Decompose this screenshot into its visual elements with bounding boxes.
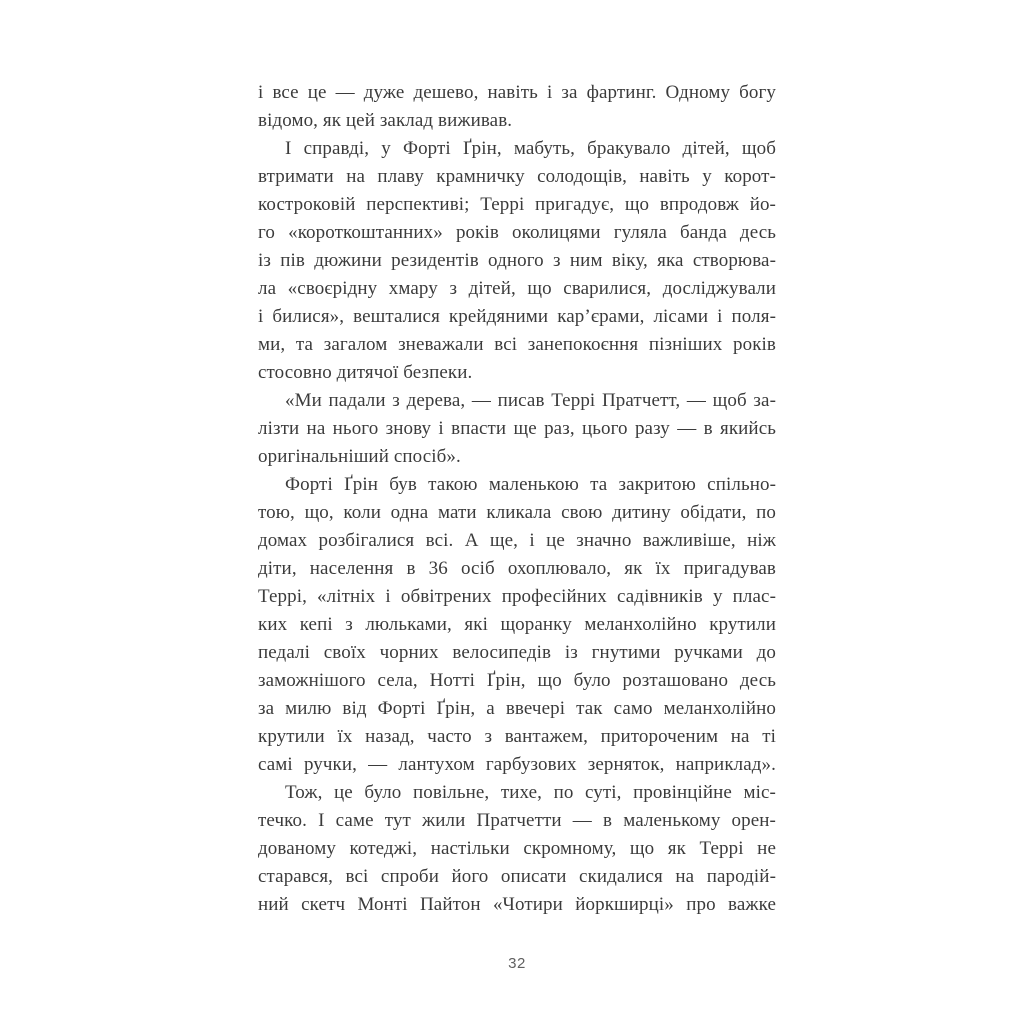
body-text [258,79,776,919]
text-line: Террі, «літніх і обвітрених професійних садівників у плас- [258,586,776,607]
text-line: крутили їх назад, часто з вантажем, притороченим на ті [258,726,776,747]
text-line: Тож, це було повільне, тихе, по суті, провінційне міс- [285,782,776,803]
text-line: втримати на плаву крамничку солодощів, навіть у корот- [258,166,776,187]
text-line: го «короткоштанних» років околицями гуляла банда десь [258,222,776,243]
text-line: і все це — дуже дешево, навіть і за фартинг. Одному богу [258,82,776,103]
paragraph [258,387,776,471]
text-line: оригінальніший спосіб». [258,446,461,467]
text-line: домах розбігалися всі. А ще, і це значно важливіше, ніж [258,530,776,551]
text-line: відомо, як цей заклад виживав. [258,110,513,131]
text-line: дованому котеджі, настільки скромному, що як Террі не [258,838,776,859]
text-line: течко. І саме тут жили Пратчетти — в маленькому орен- [258,810,776,831]
text-line: діти, населення в 36 осіб охоплювало, як їх пригадував [258,558,776,579]
text-line: «Ми падали з дерева, — писав Террі Пратчетт, — щоб за- [285,390,776,411]
page-number: 32 [508,955,526,972]
text-line: самі ручки, — лантухом гарбузових зерняток, наприклад». [258,754,776,775]
text-line: за милю від Форті Ґрін, а ввечері так само меланхолійно [258,698,776,719]
text-line: костроковій перспективі; Террі пригадує, що впродовж йо- [258,194,776,215]
text-line: і билися», вешталися крейдяними кар’єрами, лісами і поля- [258,306,776,327]
paragraph [258,471,776,779]
text-line: старався, всі спроби його описати скидалися на пародій- [258,866,776,887]
text-line: лізти на нього знову і впасти ще раз, цього разу — в якийсь [258,418,776,439]
text-line: педалі своїх чорних велосипедів із гнутими ручками до [258,642,776,663]
text-line: ла «своєрідну хмару з дітей, що сварилися, досліджували [258,278,776,299]
text-line: ких кепі з люльками, які щоранку меланхолійно крутили [258,614,776,635]
text-line: із пів дюжини резидентів одного з ним віку, яка створюва- [258,250,776,271]
paragraph [258,79,776,135]
paragraph [258,779,776,919]
text-line: ми, та загалом зневажали всі занепокоєння пізніших років [258,334,776,355]
text-line: тою, що, коли одна мати кликала свою дитину обідати, по [258,502,776,523]
text-line: Форті Ґрін був такою маленькою та закритою спільно- [285,474,776,495]
text-line: стосовно дитячої безпеки. [258,362,473,383]
paragraph [258,135,776,387]
text-line: заможнішого села, Нотті Ґрін, що було розташовано десь [258,670,776,691]
text-line: ний скетч Монті Пайтон «Чотири йоркширці» про важке [258,894,776,915]
text-line: І справді, у Форті Ґрін, мабуть, бракувало дітей, щоб [285,138,776,159]
